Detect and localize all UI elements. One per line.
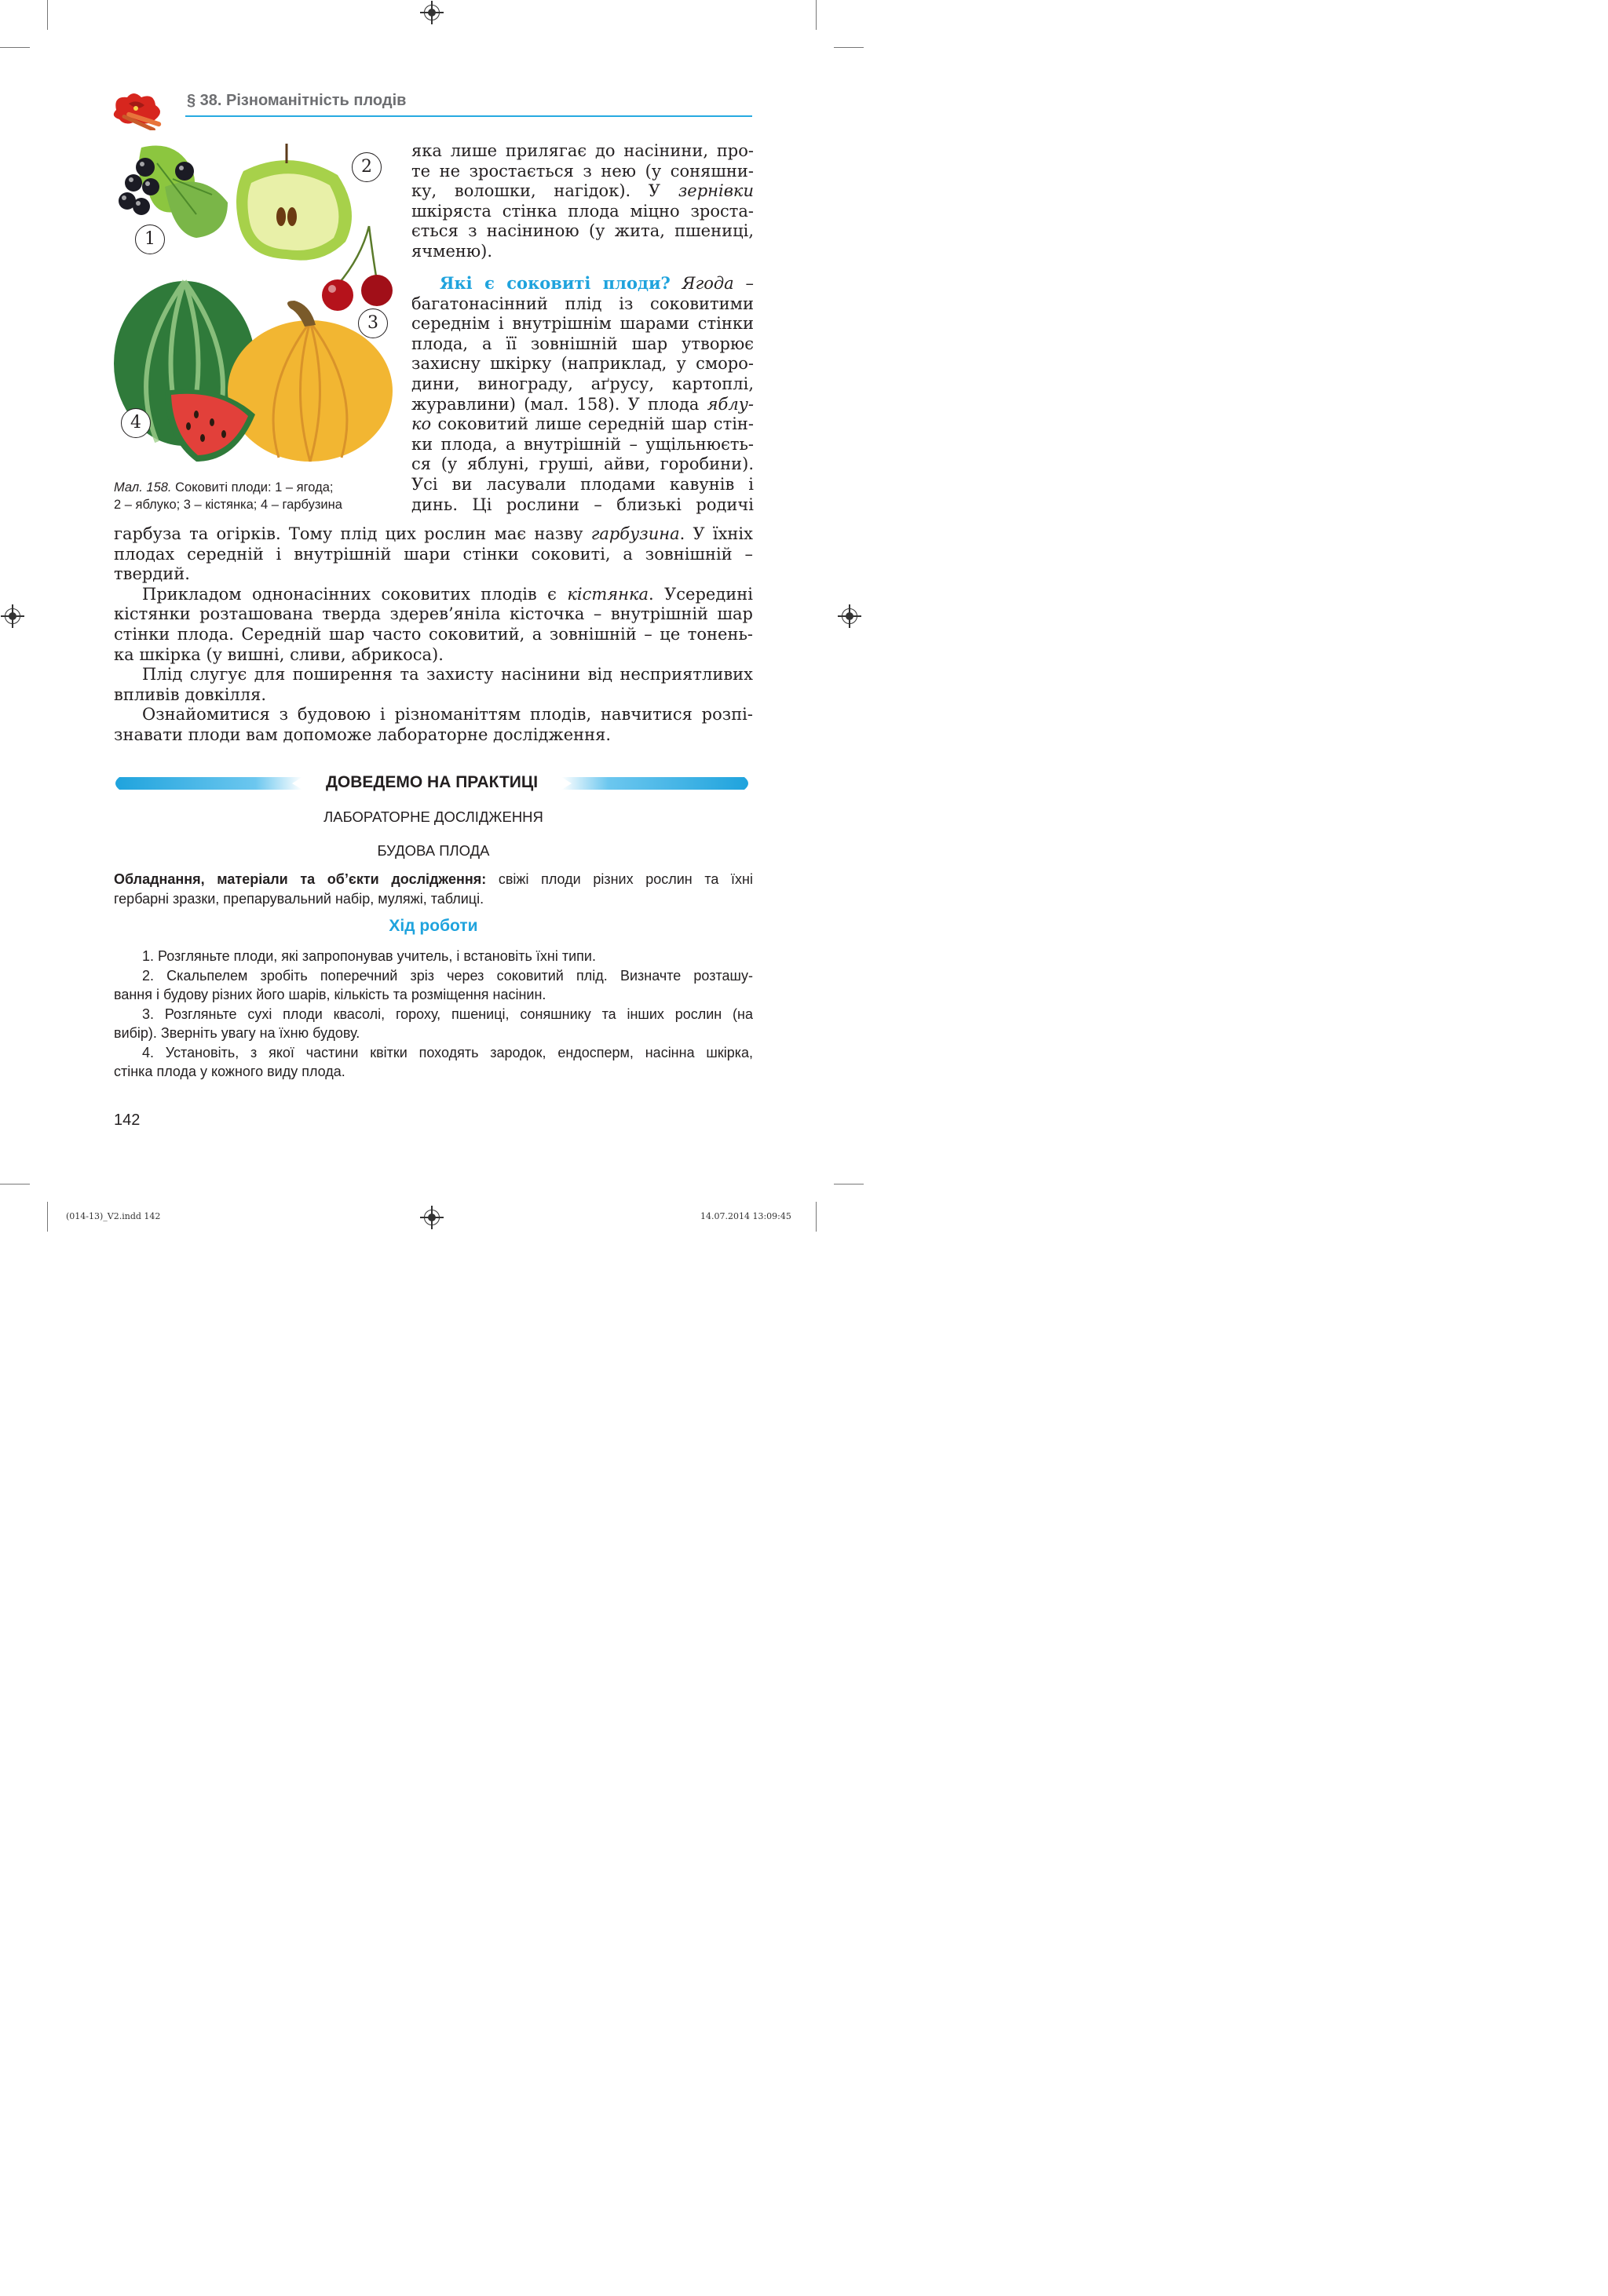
step-line: 1. Розгляньте плоди, які запропонував учитель, і встановіть їхні типи. (142, 948, 596, 964)
equipment-label: Обладнання, матеріали та об’єкти дослідження: (114, 871, 487, 887)
text-line: ко соковитий лише середній шар стін- (411, 414, 754, 434)
text-line: гарбуза та огірків. Тому плід цих рослин має назву гарбузина. У їхніх (114, 524, 753, 543)
crop-mark (0, 1184, 30, 1185)
text-line: плодах середній і внутрішній шари стінки соковиті, а зовнішній – (114, 544, 753, 564)
caption-line: 2 – яблуко; 3 – кістянка; 4 – гарбузина (114, 498, 342, 512)
procedure-steps (114, 947, 753, 1082)
registration-mark-icon (424, 1210, 440, 1225)
text-line: середнім і внутрішнім шарами стінки (411, 314, 754, 334)
registration-mark-icon (5, 608, 20, 624)
equipment-line: гербарні зразки, препарувальний набір, муляжі, таблиці. (114, 890, 484, 907)
berry-section (411, 273, 754, 515)
text-line: Прикладом однонасінних соковитих плодів є кістянка. Усередині (142, 584, 753, 604)
figure-label-3: 3 (358, 308, 388, 338)
text-fragment: – (733, 274, 754, 293)
equipment-text: свіжі плоди різних рослин та їхні (486, 871, 753, 887)
text-line: Плід слугує для поширення та захисту насінини від несприятливих (142, 665, 753, 684)
section-title: § 38. Різноманітність плодів (187, 92, 407, 109)
text-line: твердий. (114, 564, 190, 584)
text-line: ки плода, а внутрішній – ущільнюєть- (411, 434, 754, 454)
text-line: плода, а її зовнішній шар утворює (411, 334, 754, 353)
step-line: вання і будову різних його шарів, кількість та розміщення насінин. (114, 987, 546, 1002)
crop-mark (834, 1184, 864, 1185)
text-line (411, 273, 754, 294)
text-line: журавлини) (мал. 158). У плода яблу- (411, 394, 754, 414)
registration-mark-icon (424, 5, 440, 20)
text-line: шкіряста стінка плода міцно зроста- (411, 201, 754, 221)
text-line: впливів довкілля. (114, 684, 267, 704)
crop-mark (0, 47, 30, 48)
text-line: кістянки розташована тверда здерев’яніла кісточка – внутрішній шар (114, 604, 753, 624)
step-line: 2. Скальпелем зробіть поперечний зріз через соковитий плід. Визначте розташу- (142, 967, 753, 984)
text-line: захисну шкірку (наприклад, у сморо- (411, 354, 754, 374)
text-line: ється з насіниною (у жита, пшениці, (411, 221, 754, 241)
figure-label-4: 4 (121, 408, 151, 438)
crop-mark (834, 47, 864, 48)
header-rule (185, 115, 752, 117)
registration-mark-icon (842, 608, 857, 624)
crop-mark (47, 1202, 48, 1232)
step-line: вибір). Зверніть увагу на їхню будову. (114, 1025, 360, 1041)
crop-mark (816, 0, 817, 30)
text-line: дини, винограду, аґрусу, картоплі, (411, 374, 754, 393)
text-line: ячменю). (411, 241, 493, 261)
main-text (114, 524, 753, 746)
text-line: яка лише прилягає до насінини, про- (411, 141, 754, 160)
equipment-line (114, 870, 753, 889)
text-line: ка шкірка (у вишні, сливи, абрикоса). (114, 644, 444, 664)
step-line: стінка плода у кожного виду плода. (114, 1064, 345, 1079)
lab-subtitle: БУДОВА ПЛОДА (377, 842, 490, 859)
caption-prefix: Мал. 158. (114, 480, 172, 495)
right-column-text (411, 141, 754, 262)
crop-mark (47, 0, 48, 30)
figure-label-2: 2 (352, 152, 382, 182)
text-line: стінки плода. Середній шар часто соковитий, а зовнішній – це тонень- (114, 624, 753, 644)
text-line: динь. Ці рослини – близькі родичі (411, 495, 754, 514)
step-line: 4. Установіть, з якої частини квітки походять зародок, ендосперм, насінна шкірка, (142, 1044, 753, 1060)
text-line: ку, волошки, нагідок). У зернівки (411, 181, 754, 201)
question-heading: Які є соковиті плоди? (440, 273, 671, 293)
page-number: 142 (114, 1111, 141, 1129)
slug-date: 14.07.2014 13:09:45 (700, 1211, 791, 1221)
equipment-block (114, 870, 753, 908)
text-line: знавати плоди вам допоможе лабораторне дослідження. (114, 725, 612, 744)
figure-caption (114, 479, 404, 513)
text-line: ся (у яблуні, груші, айви, горобини). (411, 454, 754, 474)
figure-label-1: 1 (135, 224, 165, 254)
lab-title: ЛАБОРАТОРНЕ ДОСЛІДЖЕННЯ (323, 809, 543, 825)
text-line: багатонасінний плід із соковитими (411, 294, 754, 313)
fruits-illustration (110, 140, 402, 469)
flower-logo-icon (110, 88, 166, 130)
text-line: Ознайомитися з будовою і різноманіттям плодів, навчитися розпі- (142, 705, 753, 725)
step-line: 3. Розгляньте сухі плоди квасолі, гороху, пшениці, соняшнику та інших рослин (на (142, 1006, 753, 1022)
crop-mark (816, 1202, 817, 1232)
caption-line: Соковиті плоди: 1 – ягода; (175, 480, 334, 495)
text-line: те не зростається з нею (у соняшни- (411, 161, 754, 181)
procedure-title: Хід роботи (389, 917, 478, 935)
slug-file: (014-13)_V2.indd 142 (66, 1211, 161, 1221)
term-berry: Ягода (682, 274, 734, 293)
text-line: Усі ви ласували плодами кавунів і (411, 474, 754, 494)
practice-banner-title: ДОВЕДЕМО НА ПРАКТИЦІ (325, 773, 539, 791)
